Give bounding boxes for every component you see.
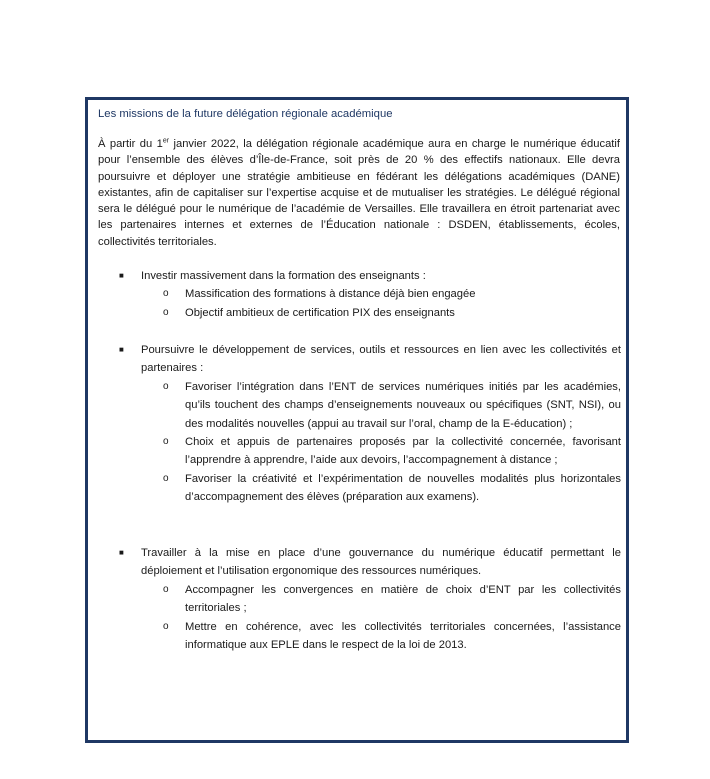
sub-item-text: Favoriser la créativité et l’expérimentation de nouvelles modalités plus horizontales d’accompagnement des élèves (préparation aux examens). <box>185 472 621 504</box>
circle-bullet-icon: o <box>163 436 169 448</box>
sub-item-text: Accompagner les convergences en matière de choix d’ENT par les collectivités territoriales ; <box>185 583 621 615</box>
sub-item <box>88 378 626 433</box>
list-section-3 <box>88 544 626 654</box>
circle-bullet-icon: o <box>163 306 169 318</box>
list-section-2 <box>88 341 626 507</box>
sub-item-text: Mettre en cohérence, avec les collectivités territoriales concernées, l’assistance informatique aux EPLE dans le respect de la loi de 2013. <box>185 620 621 652</box>
list-section-1 <box>88 267 626 322</box>
sub-item <box>88 581 626 618</box>
bullet-item-2 <box>88 341 626 378</box>
sub-item <box>88 433 626 470</box>
square-bullet-icon: ■ <box>119 548 124 557</box>
sub-item-text: Choix et appuis de partenaires proposés par la collectivité concernée, favorisant l’apprendre à apprendre, l’aide aux devoirs, l’accompagnement à distance ; <box>185 436 621 467</box>
sub-item-text: Objectif ambitieux de certification PIX des enseignants <box>185 306 455 319</box>
circle-bullet-icon: o <box>163 620 169 632</box>
sub-item-text: Favoriser l’intégration dans l’ENT de services numériques initiés par les académies, qu’ils touchent des champs d’enseignements nouveaux ou spécifiques (SNT, NSI), ou des modalités nouvelles (appui au travail sur l’oral, champ de la E-éducation) ; <box>185 380 621 430</box>
sub-item <box>88 470 626 507</box>
bullet-text: Poursuivre le développement de services, outils et ressources en lien avec les collectivités et partenaires : <box>141 344 621 375</box>
intro-text-start: À partir du 1 <box>98 138 163 150</box>
circle-bullet-icon: o <box>163 472 169 484</box>
square-bullet-icon: ■ <box>119 271 124 280</box>
square-bullet-icon: ■ <box>119 345 124 354</box>
intro-text-rest: janvier 2022, la délégation régionale académique aura en charge le numérique éducatif pour l’ensemble des élèves d’Île-de-France, soit près de 20 % des effectifs nationaux. Elle devra poursuivre et déployer une stratégie ambitieuse en fédérant les délégations académiques (DANE) existantes, afin de capitaliser sur l’expertise acquise et de mutualiser les stratégies. Le délégué régional sera le délégué pour le numérique de l’académie de Versailles. Elle travaillera en étroit partenariat avec les partenaires internes et externes de l’Éducation nationale : DSDEN, établissements, écoles, collectivités territoriales. <box>98 138 620 248</box>
sub-item <box>88 304 626 322</box>
circle-bullet-icon: o <box>163 380 169 392</box>
bullet-item-3 <box>88 544 626 581</box>
circle-bullet-icon: o <box>163 583 169 595</box>
sub-item <box>88 285 626 303</box>
ordinal-superscript: er <box>162 137 170 145</box>
sub-item-text: Massification des formations à distance déjà bien engagée <box>185 288 476 301</box>
bullet-text: Travailler à la mise en place d’une gouvernance du numérique éducatif permettant le déploiement et l’utilisation ergonomique des ressources numériques. <box>141 547 621 578</box>
bullet-item-1 <box>88 267 626 285</box>
sub-item <box>88 618 626 655</box>
circle-bullet-icon: o <box>163 288 169 300</box>
intro-paragraph <box>98 136 620 250</box>
section-heading: Les missions de la future délégation régionale académique <box>98 108 393 120</box>
document-frame <box>85 97 629 743</box>
bullet-text: Investir massivement dans la formation des enseignants : <box>141 270 426 282</box>
